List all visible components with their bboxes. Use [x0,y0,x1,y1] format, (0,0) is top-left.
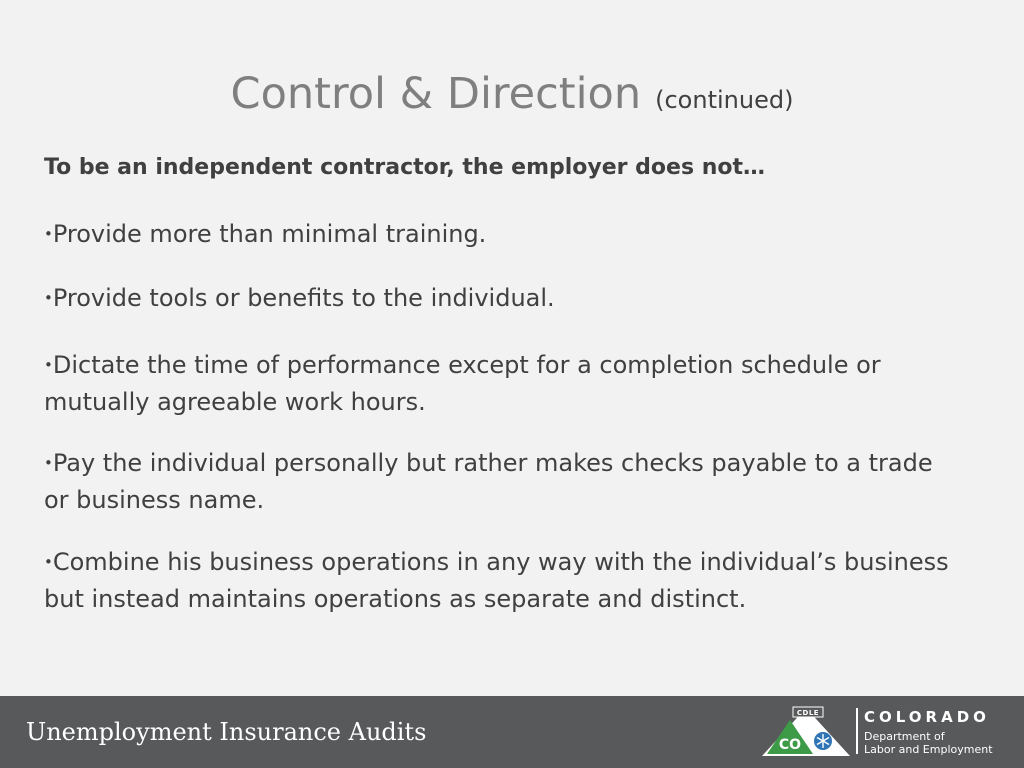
bullet-item [44,348,881,419]
footer-bar [0,696,1024,768]
logo-department-line: Labor and Employment [864,743,993,756]
bullet-line [44,545,949,582]
snowflake-icon [814,732,832,750]
title-suffix: (continued) [655,86,794,114]
slide-title [0,66,1024,122]
bullet-line-continued: mutually agreeable work hours. [44,388,426,416]
bullet-item [44,545,949,616]
bullet-text: Pay the individual personally but rather makes checks payable to a trade [52,449,933,477]
bullet-dot: • [44,289,53,307]
cdle-logo-emblem [760,704,852,758]
bullet-line-continued: or business name. [44,486,265,514]
logo-department-line: Department of [864,730,945,743]
bullet-item [44,217,486,254]
bullet-dot: • [44,553,53,571]
subheading: To be an independent contractor, the employer does not… [44,155,766,180]
bullet-dot: • [44,356,53,374]
logo-state-name: COLORADO [864,708,990,726]
bullet-text: Provide tools or benefits to the individual. [52,284,555,312]
bullet-line-continued: but instead maintains operations as separate and distinct. [44,585,747,613]
title-text: Control & Direction [230,69,642,119]
bullet-line [44,348,881,385]
logo-department [864,730,993,756]
footer-title: Unemployment Insurance Audits [26,718,427,746]
bullet-item [44,446,933,517]
bullet-text: Provide more than minimal training. [52,220,487,248]
bullet-dot: • [44,225,53,243]
bullet-text: Combine his business operations in any way with the individual’s business [52,548,949,576]
bullet-item [44,281,555,318]
bullet-line [44,217,486,254]
logo-banner-text: CDLE [796,709,820,717]
bullet-dot: • [44,454,53,472]
bullet-text: Dictate the time of performance except for a completion schedule or [52,351,881,379]
bullet-line [44,446,933,483]
logo-divider [856,708,858,754]
logo-emblem-text: CO [778,737,802,753]
bullet-line [44,281,555,318]
